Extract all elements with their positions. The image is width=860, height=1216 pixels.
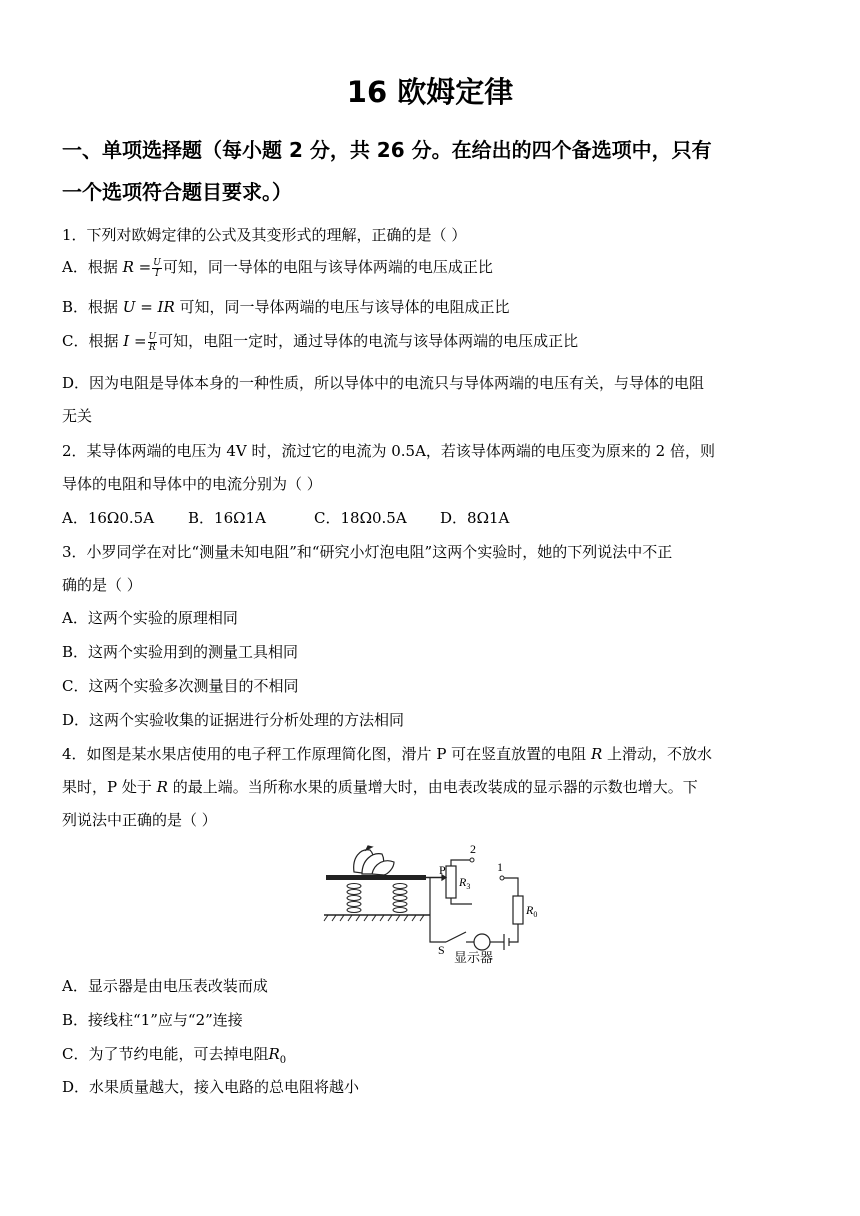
q4-stem-line2-var: R (156, 778, 168, 796)
label-r0 (525, 903, 537, 919)
terminal-2[interactable] (470, 858, 474, 862)
q1-c-denominator: R (148, 342, 156, 353)
q4-option-c[interactable] (62, 1043, 286, 1066)
q1-stem: 1．下列对欧姆定律的公式及其变形式的理解，正确的是（ ） (62, 226, 467, 244)
label-r3-letter: R (459, 875, 467, 889)
q1-c-numerator: U (148, 331, 157, 342)
q1-b-prefix: B．根据 (62, 298, 123, 316)
scale-circuit-figure (322, 838, 562, 966)
label-r3 (458, 875, 470, 891)
q1-a-denominator: I (155, 268, 159, 279)
q1-c-text: 可知，电阻一定时，通过导体的电流与该导体两端的电压成正比 (158, 332, 579, 350)
q1-a-numerator: U (153, 257, 161, 268)
q3-option-a[interactable]: A．这两个实验的原理相同 (62, 609, 238, 627)
q4-option-a[interactable]: A．显示器是由电压表改装而成 (62, 977, 268, 995)
page-title: 16 欧姆定律 (346, 75, 514, 109)
label-r3-sub: 3 (466, 882, 471, 891)
banana-icon (354, 846, 394, 875)
q4-stem-line1-a: 4．如图是某水果店使用的电子秤工作原理简化图，滑片 P 可在竖直放置的电阻 (62, 745, 591, 763)
section-heading-line1: 一、单项选择题（每小题 2 分，共 26 分。在给出的四个备选项中，只有 (62, 138, 712, 162)
q3-option-c[interactable]: C．这两个实验多次测量目的不相同 (62, 677, 299, 695)
q1-a-formula: R = (122, 258, 152, 276)
q1-option-b[interactable] (62, 296, 510, 317)
label-display: 显示器 (454, 951, 494, 966)
q4-stem-line1-b: 上滑动，不放水 (602, 745, 713, 763)
label-r0-letter: R (526, 903, 534, 917)
q2-stem-line2: 导体的电阻和导体中的电流分别为（ ） (62, 475, 322, 493)
q4-stem-line1 (62, 743, 712, 764)
q4-option-b[interactable]: B．接线柱“1”应与“2”连接 (62, 1011, 243, 1029)
q3-option-d[interactable]: D．这两个实验收集的证据进行分析处理的方法相同 (62, 711, 405, 729)
q4-option-d[interactable]: D．水果质量越大，接入电路的总电阻将越小 (62, 1078, 360, 1096)
q1-c-fraction (148, 332, 158, 353)
q2-option-b[interactable]: B．16Ω1A (188, 509, 266, 527)
q1-a-text: 可知，同一导体的电阻与该导体两端的电压成正比 (162, 258, 493, 276)
spring-icon (347, 884, 361, 913)
q1-b-text: 可知，同一导体两端的电压与该导体的电阻成正比 (174, 298, 510, 316)
q3-option-b[interactable]: B．这两个实验用到的测量工具相同 (62, 643, 299, 661)
section-heading-line2: 一个选项符合题目要求。） (62, 180, 292, 204)
label-switch: S (438, 943, 445, 957)
q4-stem-line3: 列说法中正确的是（ ） (62, 811, 217, 829)
q1-option-a[interactable] (62, 256, 493, 279)
q3-stem-line2: 确的是（ ） (62, 576, 142, 594)
q4-stem-line2 (62, 776, 698, 797)
label-r0-sub: 0 (533, 910, 538, 919)
q4-stem-line2-b: 的最上端。当所称水果的质量增大时，由电表改装成的显示器的示数也增大。下 (167, 778, 698, 796)
q1-c-formula: I = (123, 332, 147, 350)
q1-a-fraction (152, 258, 162, 279)
q1-c-prefix: C．根据 (62, 332, 124, 350)
label-p: P (439, 863, 446, 877)
label-terminal-1: 1 (497, 860, 503, 874)
q4-stem-line1-var: R (590, 745, 603, 763)
q3-stem-line1: 3．小罗同学在对比“测量未知电阻”和“研究小灯泡电阻”这两个实验时，她的下列说法中不正 (62, 543, 673, 561)
q2-options (62, 507, 509, 528)
ground-icon (324, 915, 430, 921)
q4-c-var: R (268, 1045, 280, 1063)
q2-option-d[interactable]: D．8Ω1A (440, 509, 510, 527)
q1-option-d-line1[interactable]: D．因为电阻是导体本身的一种性质，所以导体中的电流只与导体两端的电压有关，与导体的电阻 (62, 374, 705, 392)
q1-a-prefix: A．根据 (62, 258, 123, 276)
spring-icon (393, 884, 407, 913)
scale-pan (326, 875, 426, 880)
q1-b-formula: U = IR (122, 298, 175, 316)
label-terminal-2: 2 (470, 842, 476, 856)
q2-stem-line1: 2．某导体两端的电压为 4V 时，流过它的电流为 0.5A，若该导体两端的电压变为原来的 2 倍，则 (62, 442, 715, 460)
q1-option-c[interactable] (62, 330, 578, 353)
q4-c-text: C．为了节约电能，可去掉电阻 (62, 1045, 269, 1063)
q2-option-c[interactable]: C．18Ω0.5A (314, 509, 407, 527)
q4-stem-line2-a: 果时，P 处于 (62, 778, 157, 796)
q1-option-d-line2: 无关 (62, 407, 93, 425)
terminal-1[interactable] (500, 876, 504, 880)
q2-option-a[interactable]: A．16Ω0.5A (62, 509, 155, 527)
q4-c-sub: 0 (279, 1055, 287, 1066)
